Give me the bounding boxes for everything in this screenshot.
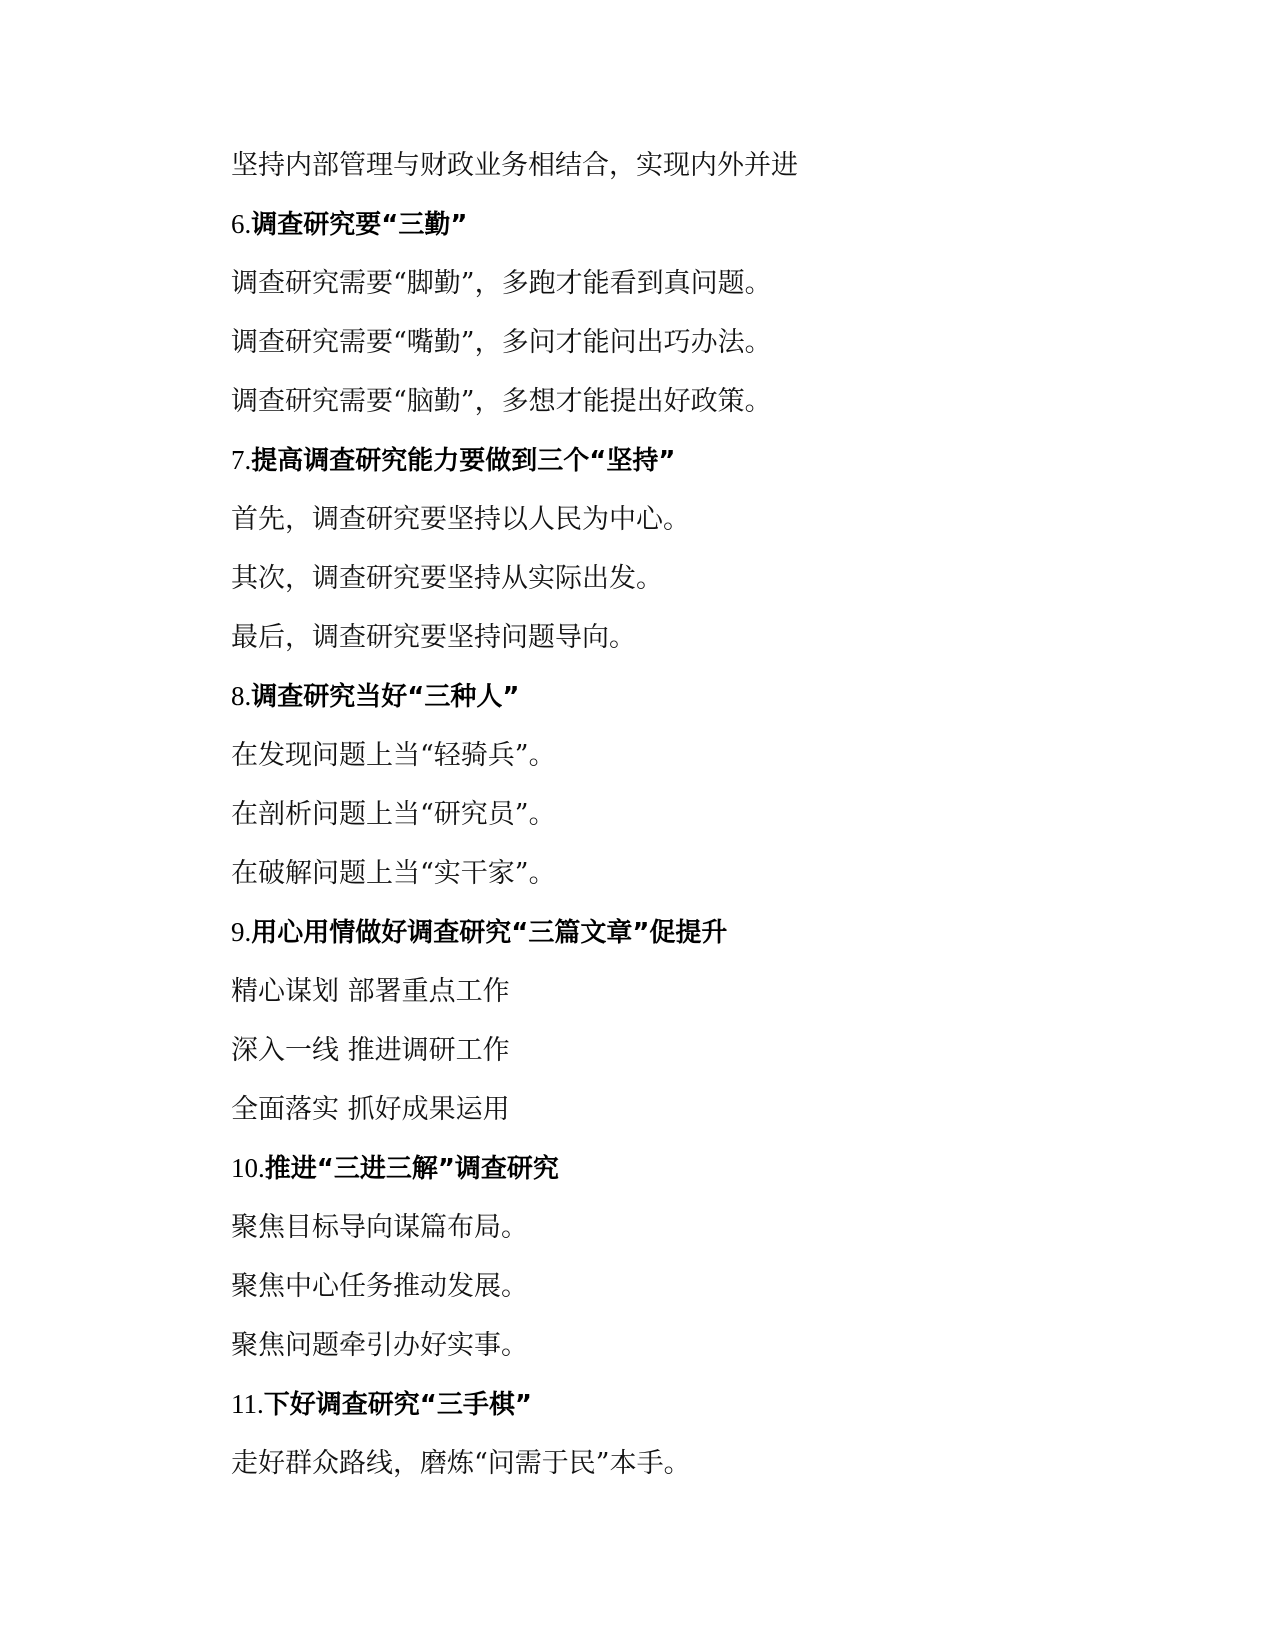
section-heading [231,1139,1191,1198]
paragraph-line: 聚焦中心任务推动发展。 [231,1271,528,1302]
paragraph-line: 聚焦目标导向谋篇布局。 [231,1212,528,1243]
section-number: 11. [231,1389,264,1419]
paragraph-line: 调查研究需要“嘴勤”，多问才能问出巧办法。 [231,327,772,358]
paragraph-line: 聚焦问题牵引办好实事。 [231,1330,528,1361]
section-number: 8. [231,681,252,711]
paragraph-line: 精心谋划 部署重点工作 [231,976,510,1007]
section-title: 推进“三进三解”调查研究 [264,1154,559,1184]
paragraph-line: 调查研究需要“脚勤”，多跑才能看到真问题。 [231,268,772,299]
paragraph-line: 最后，调查研究要坚持问题导向。 [231,622,636,653]
paragraph-line: 在破解问题上当“实干家”。 [231,858,556,889]
section-title: 调查研究当好“三种人” [251,682,520,712]
section-heading [231,1375,1191,1434]
section-title: 提高调查研究能力要做到三个“坚持” [251,446,676,476]
section-number: 10. [231,1153,265,1183]
section-heading [231,431,1191,490]
paragraph-line: 坚持内部管理与财政业务相结合，实现内外并进 [231,150,798,181]
section-title: 用心用情做好调查研究“三篇文章”促提升 [251,918,728,948]
paragraph-line: 调查研究需要“脑勤”，多想才能提出好政策。 [231,386,772,417]
paragraph-line: 深入一线 推进调研工作 [231,1035,510,1066]
section-heading [231,667,1191,726]
section-title: 下好调查研究“三手棋” [263,1390,532,1420]
section-number: 7. [231,445,252,475]
section-heading [231,195,1191,254]
paragraph-line: 首先，调查研究要坚持以人民为中心。 [231,504,690,535]
section-title: 调查研究要“三勤” [251,210,468,240]
section-number: 9. [231,917,252,947]
section-heading [231,903,1191,962]
paragraph-line: 走好群众路线，磨炼“问需于民”本手。 [231,1448,691,1479]
document-body [231,136,1191,1493]
paragraph-line: 在发现问题上当“轻骑兵”。 [231,740,556,771]
section-number: 6. [231,209,252,239]
paragraph-line: 全面落实 抓好成果运用 [231,1094,510,1125]
paragraph-line: 其次，调查研究要坚持从实际出发。 [231,563,663,594]
paragraph-line: 在剖析问题上当“研究员”。 [231,799,556,830]
